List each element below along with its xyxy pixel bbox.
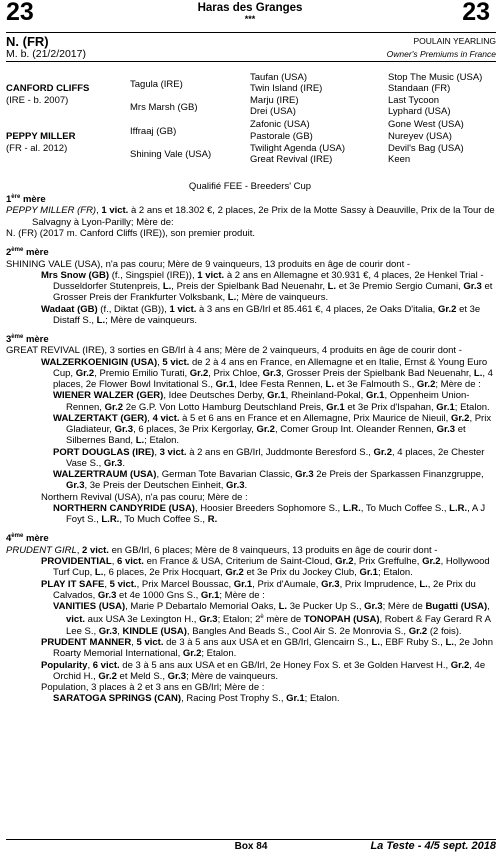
- pedigree-g2: Tagula (IRE): [130, 79, 183, 90]
- produce-entry: PORT DOUGLAS (IRE), 3 vict. à 2 ans en GB/Irl, Juddmonte Beresford S., Gr.2, 4 places, 2e Chester Vase S., Gr.3.: [53, 446, 485, 469]
- name-band: [6, 32, 496, 62]
- produce-entry: WALZERTRAUM (USA), German Tote Bavarian Classic, Gr.3 2e Preis der Sparkassen Finanzgruppe, Gr.3, 3e Preis der Deutschen Einheit, Gr.3.: [53, 469, 484, 492]
- pedigree-g4: Nureyev (USA): [388, 131, 452, 142]
- pedigree-g4: Gone West (USA): [388, 119, 464, 130]
- family-notes: [6, 192, 496, 705]
- pedigree-g4: Lyphard (USA): [388, 106, 451, 117]
- qualification-line: Qualifié FEE - Breeders' Cup: [188, 181, 312, 192]
- pedigree-g4: Keen: [388, 154, 411, 165]
- owner-premium-note: Owner's Premiums in France: [386, 49, 496, 59]
- pedigree-g4: Stop The Music (USA): [388, 72, 483, 83]
- pedigree-g4: Last Tycoon: [388, 95, 440, 106]
- second-dam-text: SHINING VALE (USA), n'a pas couru; Mère de 9 vainqueurs, 13 produits en âge de courir dont -: [6, 258, 411, 270]
- pedigree-g3: Marju (IRE): [250, 95, 299, 106]
- horse-sex-date: M. b. (21/2/2017): [6, 48, 86, 60]
- produce-entry: PLAY IT SAFE, 5 vict., Prix Marcel Boussac, Gr.1, Prix d'Aumale, Gr.3, Prix Imprudence, L., 2e Prix du Calvados, Gr.3 et 4e 1000 Gns S., Gr.1; Mère de :: [41, 578, 476, 601]
- second-dam-heading: 2ème mère: [6, 247, 49, 259]
- pedigree-g3: Twin Island (IRE): [250, 83, 323, 94]
- horse-name: N. (FR): [6, 34, 49, 49]
- produce-entry: SARATOGA SPRINGS (CAN), Racing Post Trophy S., Gr.1; Etalon.: [53, 693, 340, 705]
- first-dam-heading: 1ère mère: [6, 194, 46, 206]
- pedigree-g4: Devil's Bag (USA): [388, 143, 464, 154]
- produce-entry: WALZERTAKT (GER), 4 vict. à 5 et 6 ans en France et en Allemagne, Prix Maurice de Nieuil, Gr.2, Prix Gladiateur, Gr.3, 6 places, 3e Prix Kergorlay, Gr.2, Comer Group Int. Oleander Rennen, Gr.3 et Silbernes Band, L.; Etalon.: [53, 412, 492, 447]
- first-dam-text: N. (FR) (2017 m. Canford Cliffs (IRE)), son premier produit.: [6, 227, 256, 239]
- produce-entry: VANITIES (USA), Marie P Debartalo Memorial Oaks, L. 3e Pucker Up S., Gr.3; Mère de Bugatti (USA), vict. aux USA 3e Lexington H., Gr.3; Etalon; $2^è$ mère de TONOPAH (USA), Robert & Fay Gerard R A Lee S., Gr.3, KINDLE (USA), Bangles And Beads S., Cool Air S. 2e Monrovia S., Gr.2 (2 fois).: [53, 601, 491, 637]
- dam-name: PEPPY MILLER: [6, 131, 76, 142]
- horse-category: POULAIN YEARLING: [413, 36, 496, 46]
- page-footer: [6, 839, 496, 855]
- pedigree-g3: Drei (USA): [250, 106, 296, 117]
- sire-name: CANFORD CLIFFS: [6, 83, 90, 94]
- pedigree-g2: Mrs Marsh (GB): [130, 102, 198, 113]
- fourth-dam-text: PRUDENT GIRL, 2 vict. en GB/Irl, 6 places; Mère de 8 vainqueurs, 13 produits en âge de courir dont -: [6, 544, 438, 556]
- pedigree-g3: Pastorale (GB): [250, 131, 313, 142]
- box-number: Box 84: [234, 841, 268, 852]
- lot-number-left: 23: [6, 0, 34, 26]
- third-dam-heading: 3ème mère: [6, 334, 49, 346]
- produce-entry: Popularity, 6 vict. de 3 à 5 ans aux USA et en GB/Irl, 2e Honey Fox S. et 3e Golden Harvest H., Gr.2, 4e Orchid H., Gr.2 et Meld S., Gr.3; Mère de vainqueurs.: [41, 659, 486, 682]
- pedigree-g3: Zafonic (USA): [250, 119, 310, 130]
- sale-date: La Teste - 4/5 sept. 2018: [370, 840, 496, 852]
- rating-stars: ***: [244, 14, 256, 24]
- sire-info: (IRE - b. 2007): [6, 95, 69, 106]
- fourth-dam-heading: 4ème mère: [6, 533, 49, 545]
- pedigree-g2: Shining Vale (USA): [130, 149, 212, 160]
- first-dam-text: PEPPY MILLER (FR), 1 vict. à 2 ans et 18.302 €, 2 places, 2e Prix de la Motte Sassy à Deauville, Prix de la Tour de Salvagny à Lyon-Parilly; Mère de:: [6, 205, 495, 228]
- produce-entry: WIENER WALZER (GER), Idee Deutsches Derby, Gr.1, Rheinland-Pokal, Gr.1, Oppenheim Union-Rennen, Gr.2 2e G.P. Von Lotto Hamburg Deutschland Preis, Gr.1 et 3e Prix d'Ispahan, Gr.1; Etalon.: [53, 390, 490, 413]
- consignor-title: Haras des Granges: [197, 2, 303, 14]
- pedigree-g4: Standaan (FR): [388, 83, 451, 94]
- third-dam-text: GREAT REVIVAL (IRE), 3 sorties en GB/Irl à 4 ans; Mère de 2 vainqueurs, 4 produits en âge de courir dont -: [6, 345, 462, 357]
- produce-entry: PROVIDENTIAL, 6 vict. en France & USA, Criterium de Saint-Cloud, Gr.2, Prix Greffulhe, Gr.2, Hollywood Turf Cup, L., 6 places, 2e Prix Hocquart, Gr.2 et 3e Prix du Jockey Club, Gr.1; Etalon.: [41, 556, 490, 579]
- produce-entry: Population, 3 places à 2 et 3 ans en GB/Irl; Mère de :: [41, 682, 265, 694]
- pedigree-g3: Twilight Agenda (USA): [250, 143, 346, 154]
- produce-entry: Northern Revival (USA), n'a pas couru; Mère de :: [41, 491, 248, 503]
- produce-entry: PRUDENT MANNER, 5 vict. de 3 à 5 ans aux USA et en GB/Irl, Glencairn S., L., EBF Ruby S., L., 2e John Roarty Memorial International, Gr.2; Etalon.: [41, 637, 493, 660]
- lot-number-right: 23: [462, 0, 490, 26]
- pedigree-g2: Iffraaj (GB): [130, 126, 177, 137]
- produce-entry: WALZERKOENIGIN (USA), 5 vict. de 2 à 4 ans en France, en Allemagne et en Italie, Ernst & Young Euro Cup, Gr.2, Premio Emilio Turati, Gr.2, Prix Chloe, Gr.3, Grosser Preis der Spielbank Bad Neuenahr, L., 4 places, 2e Flower Bowl Invitational S., Gr.1, Idee Festa Rennen, L. et 3e Falmouth S., Gr.2; Mère de :: [41, 356, 493, 391]
- produce-entry: Wadaat (GB) (f., Diktat (GB)), 1 vict. à 3 ans en GB/Irl et 85.461 €, 4 places, 2e Oaks D'italia, Gr.2 et 3e Distaff S., L.; Mère de vainqueurs.: [41, 303, 481, 326]
- pedigree-g3: Great Revival (IRE): [250, 154, 333, 165]
- produce-entry: Mrs Snow (GB) (f., Singspiel (IRE)), 1 vict. à 2 ans en Allemagne et 30.931 €, 4 places, 2e Henkel Trial - Dusseldorfer Stutenpreis, L., Preis der Spielbank Bad Neuenahr, L. et 3e Premio Sergio Cumani, Gr.3 et Grosser Preis der Frankfurter Volksbank, L.; Mère de vainqueurs.: [41, 269, 493, 304]
- produce-entry: NORTHERN CANDYRIDE (USA), Hoosier Breeders Sophomore S., L.R., To Much Coffee S., L.R., A J Foyt S., L.R., To Much Coffee S., R.: [53, 502, 486, 526]
- dam-info: (FR - al. 2012): [6, 143, 68, 154]
- pedigree-g3: Taufan (USA): [250, 72, 308, 83]
